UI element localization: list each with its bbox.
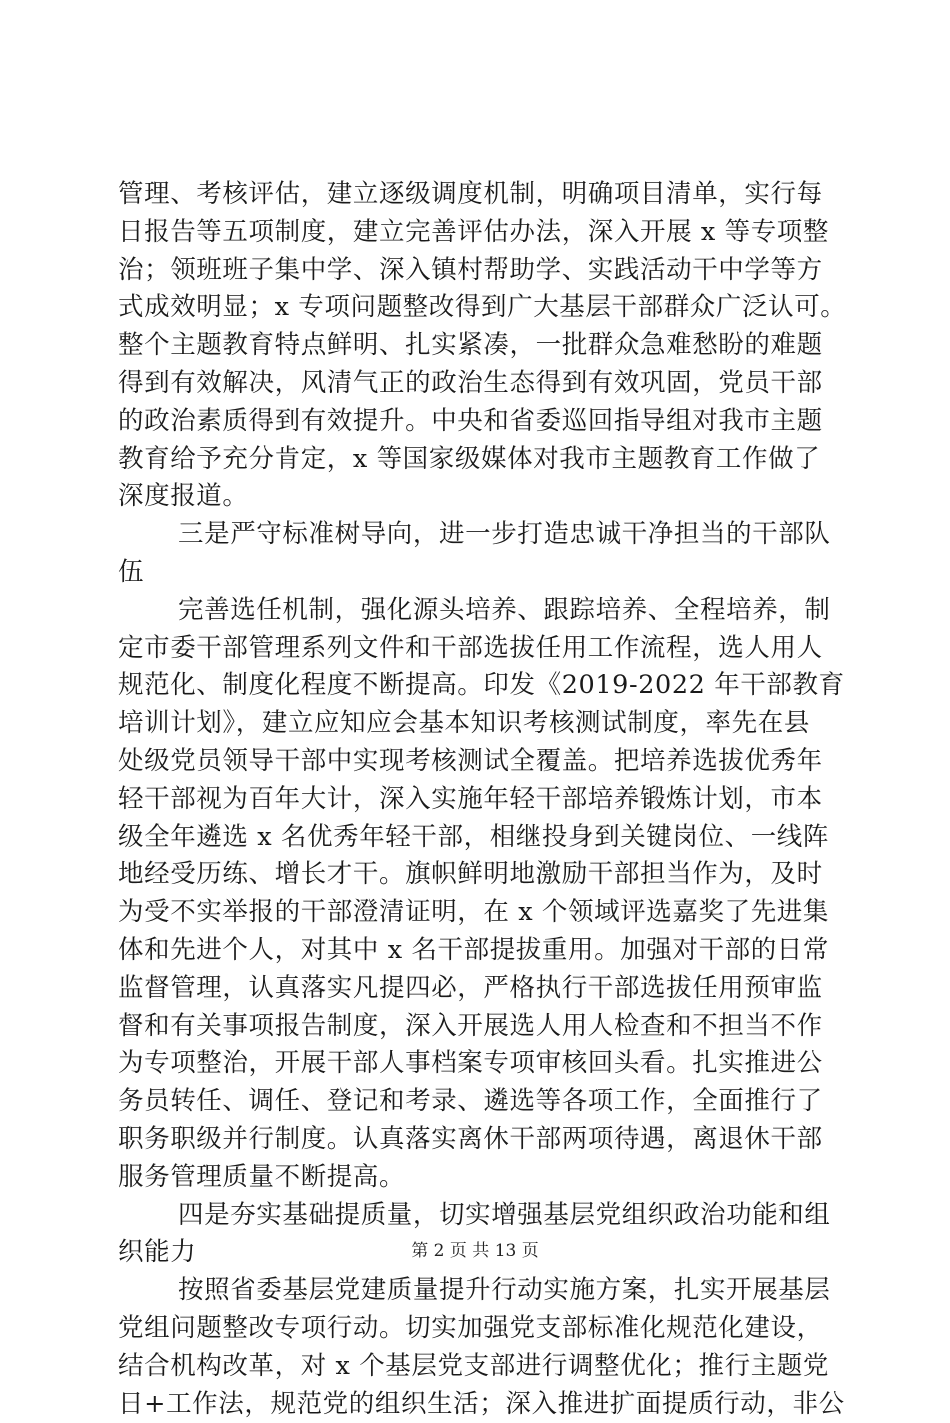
text-line: 轻干部视为百年大计，深入实施年轻干部培养锻炼计划，市本 (118, 781, 832, 819)
text-line: 定市委干部管理系列文件和干部选拔任用工作流程，选人用人 (118, 630, 832, 668)
text-line: 督和有关事项报告制度，深入开展选人用人检查和不担当不作 (118, 1008, 832, 1046)
text-line: 服务管理质量不断提高。 (118, 1159, 832, 1197)
text-line: 三是严守标准树导向，进一步打造忠诚干净担当的干部队 (118, 516, 832, 554)
text-line: 为专项整治，开展干部人事档案专项审核回头看。扎实推进公 (118, 1045, 832, 1083)
text-line: 地经受历练、增长才干。旗帜鲜明地激励干部担当作为，及时 (118, 856, 832, 894)
text-line: 按照省委基层党建质量提升行动实施方案，扎实开展基层 (118, 1272, 832, 1310)
text-line: 得到有效解决，风清气正的政治生态得到有效巩固，党员干部 (118, 365, 832, 403)
text-line: 整个主题教育特点鲜明、扎实紧凑，一批群众急难愁盼的难题 (118, 327, 832, 365)
text-line: 监督管理，认真落实凡提四必，严格执行干部选拔任用预审监 (118, 970, 832, 1008)
text-line: 为受不实举报的干部澄清证明，在 x 个领域评选嘉奖了先进集 (118, 894, 832, 932)
text-line: 级全年遴选 x 名优秀年轻干部，相继投身到关键岗位、一线阵 (118, 819, 832, 857)
text-line: 日报告等五项制度，建立完善评估办法，深入开展 x 等专项整 (118, 214, 832, 252)
text-line: 四是夯实基础提质量，切实增强基层党组织政治功能和组 (118, 1197, 832, 1235)
text-line: 教育给予充分肯定，x 等国家级媒体对我市主题教育工作做了 (118, 441, 832, 479)
text-line: 务员转任、调任、登记和考录、遴选等各项工作，全面推行了 (118, 1083, 832, 1121)
text-line: 结合机构改革，对 x 个基层党支部进行调整优化；推行主题党 (118, 1348, 832, 1386)
text-line: 处级党员领导干部中实现考核测试全覆盖。把培养选拔优秀年 (118, 743, 832, 781)
text-line: 职务职级并行制度。认真落实离休干部两项待遇，离退休干部 (118, 1121, 832, 1159)
text-line: 日+工作法，规范党的组织生活；深入推进扩面提质行动，非公 (118, 1386, 832, 1423)
text-line: 深度报道。 (118, 478, 832, 516)
text-line: 规范化、制度化程度不断提高。印发《2019-2022 年干部教育 (118, 667, 832, 705)
text-line: 织能力 (118, 1234, 832, 1272)
text-line: 伍 (118, 554, 832, 592)
page-footer: 第 2 页 共 13 页 (0, 1240, 950, 1262)
text-line: 培训计划》，建立应知应会基本知识考核测试制度，率先在县 (118, 705, 832, 743)
text-line: 完善选任机制，强化源头培养、跟踪培养、全程培养，制 (118, 592, 832, 630)
text-line: 式成效明显；x 专项问题整改得到广大基层干部群众广泛认可。 (118, 289, 832, 327)
body-text (118, 176, 832, 1423)
text-line: 的政治素质得到有效提升。中央和省委巡回指导组对我市主题 (118, 403, 832, 441)
text-line: 体和先进个人，对其中 x 名干部提拔重用。加强对干部的日常 (118, 932, 832, 970)
text-line: 党组问题整改专项行动。切实加强党支部标准化规范化建设， (118, 1310, 832, 1348)
text-line: 治；领班班子集中学、深入镇村帮助学、实践活动干中学等方 (118, 252, 832, 290)
text-line: 管理、考核评估，建立逐级调度机制，明确项目清单，实行每 (118, 176, 832, 214)
